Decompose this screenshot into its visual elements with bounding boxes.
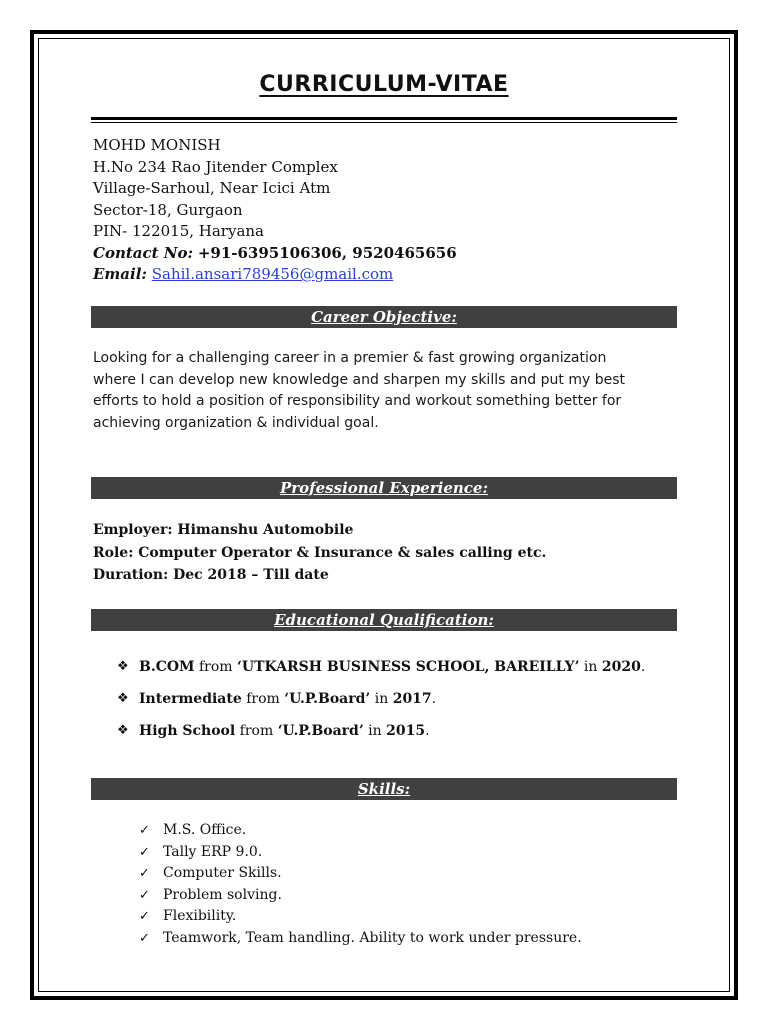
diamond-bullet-icon: ❖ — [117, 659, 129, 674]
address-line: Sector-18, Gurgaon — [93, 200, 243, 219]
skill-text: Problem solving. — [163, 886, 282, 903]
section-header-professional-experience — [91, 477, 677, 499]
diamond-bullet-icon: ❖ — [117, 691, 129, 706]
year: 2020 — [601, 659, 641, 675]
list-item — [117, 723, 697, 755]
contact-block — [93, 135, 693, 286]
skill-text: M.S. Office. — [163, 822, 247, 838]
section-header-skills — [91, 778, 677, 800]
list-item — [139, 842, 699, 864]
employer-line: Employer: Himanshu Automobile — [93, 522, 354, 538]
address-line: Village-Sarhoul, Near Icici Atm — [93, 179, 331, 197]
section-title: Career Objective: — [311, 308, 457, 326]
list-item — [117, 691, 697, 723]
address-line: H.No 234 Rao Jitender Complex — [93, 157, 338, 176]
degree: B.COM — [139, 659, 195, 675]
section-header-educational-qualification — [91, 609, 677, 631]
from-word: from — [241, 691, 285, 707]
duration-line: Duration: Dec 2018 – Till date — [93, 567, 329, 583]
phone-line — [93, 243, 693, 265]
from-word: from — [194, 659, 238, 675]
in-word: in — [370, 691, 393, 707]
objective-line: where I can develop new knowledge and sharpen my skills and put my best — [93, 371, 625, 388]
check-icon: ✓ — [139, 844, 150, 860]
degree: High School — [139, 723, 236, 739]
phone-value: +91-6395106306, 9520465656 — [197, 243, 457, 262]
email-line — [93, 264, 693, 286]
education-list — [117, 659, 697, 755]
institution: ‘UTKARSH BUSINESS SCHOOL, BAREILLY’ — [237, 659, 580, 675]
career-objective-text — [93, 348, 683, 434]
section-title: Educational Qualification: — [274, 611, 494, 629]
institution: ‘U.P.Board’ — [284, 691, 371, 707]
year: 2015 — [386, 723, 426, 739]
check-icon: ✓ — [139, 866, 150, 882]
title-divider-thin — [91, 122, 677, 123]
institution: ‘U.P.Board’ — [277, 723, 364, 739]
skills-list — [139, 820, 699, 950]
diamond-bullet-icon: ❖ — [117, 723, 129, 738]
check-icon: ✓ — [139, 887, 150, 903]
title-divider-thick — [91, 117, 677, 120]
objective-line: efforts to hold a position of responsibility and workout something better for — [93, 393, 622, 409]
end-punct: . — [425, 723, 430, 739]
email-label: Email: — [93, 265, 147, 283]
from-word: from — [235, 723, 278, 739]
list-item — [139, 906, 699, 928]
check-icon: ✓ — [139, 909, 150, 925]
list-item — [139, 863, 699, 885]
objective-line: achieving organization & individual goal. — [93, 414, 379, 431]
year: 2017 — [392, 691, 432, 707]
skill-text: Computer Skills. — [163, 865, 282, 882]
skill-text: Flexibility. — [163, 908, 237, 925]
address-line: PIN- 122015, Haryana — [93, 222, 264, 240]
list-item — [139, 885, 699, 907]
section-title: Skills: — [357, 780, 411, 798]
section-title: Professional Experience: — [280, 479, 488, 497]
experience-block — [93, 519, 683, 587]
page-title: CURRICULUM-VITAE — [259, 72, 509, 97]
degree: Intermediate — [139, 691, 242, 707]
list-item — [139, 928, 699, 950]
list-item — [139, 820, 699, 842]
role-line: Role: Computer Operator & Insurance & sales calling etc. — [93, 544, 547, 561]
email-link[interactable]: Sahil.ansari789456@gmail.com — [151, 265, 394, 283]
list-item — [117, 659, 697, 691]
end-punct: . — [640, 659, 646, 675]
objective-line: Looking for a challenging career in a premier & fast growing organization — [93, 350, 607, 366]
applicant-name: MOHD MONISH — [93, 136, 221, 154]
skill-text: Tally ERP 9.0. — [163, 843, 263, 860]
in-word: in — [579, 659, 602, 675]
phone-label: Contact No: — [93, 243, 194, 262]
end-punct: . — [431, 691, 437, 707]
in-word: in — [363, 723, 387, 739]
skill-text: Teamwork, Team handling. Ability to work under pressure. — [163, 929, 582, 946]
section-header-career-objective — [91, 306, 677, 328]
check-icon: ✓ — [139, 823, 150, 838]
check-icon: ✓ — [139, 930, 150, 946]
